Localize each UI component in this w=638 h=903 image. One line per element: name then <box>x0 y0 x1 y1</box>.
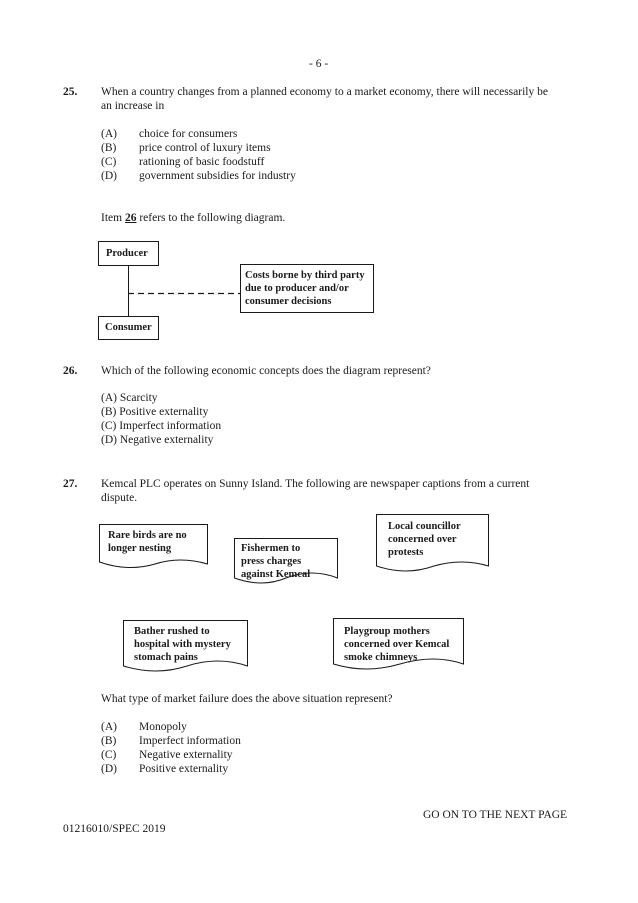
question-27-stem-line2: dispute. <box>101 492 138 504</box>
caption-councillor-line2: concerned over <box>388 534 457 545</box>
q25-option-a-letter: (A) <box>101 128 117 140</box>
question-27-number: 27 <box>63 478 75 490</box>
q25-option-b-text: price control of luxury items <box>139 142 271 154</box>
q26-option-b: (B) Positive externality <box>101 406 209 418</box>
caption-fishermen-line1: Fishermen to <box>241 543 301 554</box>
q27-option-d-text: Positive externality <box>139 763 229 775</box>
consumer-label: Consumer <box>105 322 152 333</box>
caption-fishermen-line3: against Kemcal <box>241 569 311 580</box>
q25-option-b-letter: (B) <box>101 142 117 154</box>
next-page-notice: GO ON TO THE NEXT PAGE <box>423 809 568 821</box>
caption-playgroup-line3: smoke chimneys <box>344 652 418 663</box>
question-27-stem-line1: Kemcal PLC operates on Sunny Island. The following are newspaper captions from a current <box>101 478 530 490</box>
question-27-dot: . <box>74 478 78 490</box>
q27-option-a-letter: (A) <box>101 721 117 733</box>
producer-label: Producer <box>106 248 148 259</box>
item-reference-number: 26 <box>124 212 137 224</box>
caption-birds-line2: longer nesting <box>108 543 172 554</box>
page-number: - 6 - <box>309 58 329 70</box>
question-26-dot: . <box>74 365 78 377</box>
q26-option-d: (D) Negative externality <box>101 434 214 446</box>
costs-label-line2: due to producer and/or <box>245 283 349 294</box>
question-26-stem: Which of the following economic concepts does the diagram represent? <box>101 365 431 377</box>
q27-option-b-letter: (B) <box>101 735 117 747</box>
q25-option-c-letter: (C) <box>101 156 117 168</box>
q26-option-c: (C) Imperfect information <box>101 420 222 432</box>
caption-councillor-line1: Local councillor <box>388 521 461 532</box>
q25-option-d-text: government subsidies for industry <box>139 170 296 182</box>
question-25-number: 25 <box>63 86 75 98</box>
question-25-dot: . <box>74 86 78 98</box>
caption-bather-line2: hospital with mystery <box>134 639 231 650</box>
q27-option-a-text: Monopoly <box>139 721 187 733</box>
q25-option-c-text: rationing of basic foodstuff <box>139 156 265 168</box>
q27-option-c-letter: (C) <box>101 749 117 761</box>
caption-fishermen-line2: press charges <box>241 556 302 567</box>
paper-code: 01216010/SPEC 2019 <box>63 823 166 835</box>
costs-label-line3: consumer decisions <box>245 296 332 307</box>
question-25-stem-line1: When a country changes from a planned economy to a market economy, there will necessarily be <box>101 86 548 98</box>
question-27-prompt: What type of market failure does the above situation represent? <box>101 693 393 705</box>
caption-playgroup-line1: Playgroup mothers <box>344 626 430 637</box>
q25-option-a-text: choice for consumers <box>139 128 238 140</box>
q27-option-d-letter: (D) <box>101 763 117 775</box>
caption-bather-line1: Bather rushed to <box>134 626 210 637</box>
q27-option-c-text: Negative externality <box>139 749 233 761</box>
costs-label-line1: Costs borne by third party <box>245 270 365 281</box>
q27-option-b-text: Imperfect information <box>139 735 241 747</box>
caption-bather-line3: stomach pains <box>134 652 198 663</box>
caption-councillor-line3: protests <box>388 547 424 558</box>
item-reference: Item 26 refers to the following diagram. <box>101 212 286 224</box>
question-26-number: 26 <box>63 365 75 377</box>
q25-option-d-letter: (D) <box>101 170 117 182</box>
caption-birds-line1: Rare birds are no <box>108 530 187 541</box>
question-25-stem-line2: an increase in <box>101 100 165 112</box>
q26-option-a: (A) Scarcity <box>101 392 158 404</box>
caption-playgroup-line2: concerned over Kemcal <box>344 639 450 650</box>
